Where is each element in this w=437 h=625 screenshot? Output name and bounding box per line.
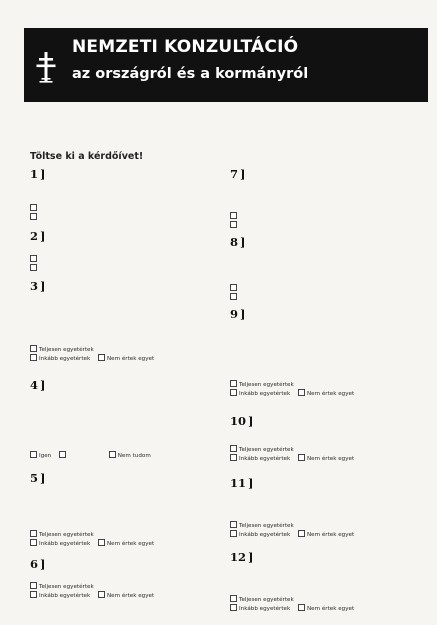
- checkbox-icon[interactable]: [109, 451, 116, 458]
- checkbox-icon[interactable]: [30, 213, 37, 220]
- question-3: 3 ] Teljesen egyetértek Inkább egyetértek Nem értek egyet: [30, 280, 220, 379]
- answer-option[interactable]: Inkább egyetértek: [230, 530, 290, 539]
- checkbox-icon[interactable]: [98, 591, 105, 598]
- answer-option[interactable]: Teljesen egyetértek: [30, 582, 220, 591]
- question-text: [30, 230, 220, 255]
- question-text: [230, 168, 420, 212]
- question-text: [230, 415, 420, 445]
- checkbox-icon[interactable]: [230, 221, 237, 228]
- double-cross-icon: [32, 50, 60, 84]
- checkbox-icon[interactable]: [30, 591, 37, 598]
- questions-left-column: [30, 168, 220, 614]
- question-text: [30, 280, 220, 345]
- question-text: [30, 379, 220, 451]
- checkbox-icon[interactable]: [30, 255, 37, 262]
- answer-option[interactable]: Inkább egyetértek: [30, 539, 90, 548]
- question-11: 11 ] Teljesen egyetértek Inkább egyetértek Nem értek egyet: [230, 477, 420, 551]
- checkbox-icon[interactable]: [59, 451, 66, 458]
- answer-option[interactable]: [230, 212, 420, 221]
- checkbox-icon[interactable]: [298, 604, 305, 611]
- answer-option[interactable]: [30, 213, 220, 222]
- checkbox-icon[interactable]: [98, 539, 105, 546]
- answer-option-row: [30, 354, 220, 363]
- question-12: 12 ] Teljesen egyetértek Inkább egyetértek Nem értek egyet: [230, 551, 420, 625]
- checkbox-icon[interactable]: [230, 389, 237, 396]
- question-8: 8 ]: [230, 236, 420, 308]
- question-number: 1: [30, 168, 39, 181]
- question-number: 8: [230, 236, 239, 249]
- instruction-text: Töltse ki a kérdőívet!: [30, 151, 144, 162]
- checkbox-icon[interactable]: [30, 354, 37, 361]
- question-5: 5 ] Teljesen egyetértek Inkább egyetértek Nem értek egyet: [30, 472, 220, 558]
- answer-option[interactable]: Teljesen egyetértek: [230, 380, 420, 389]
- question-6: 6 ] Teljesen egyetértek Inkább egyetértek Nem értek egyet: [30, 558, 220, 614]
- answer-option-row: [230, 604, 420, 613]
- checkbox-icon[interactable]: [230, 454, 237, 461]
- checkbox-icon[interactable]: [230, 521, 237, 528]
- question-number: 10: [230, 415, 247, 428]
- checkbox-icon[interactable]: [230, 595, 237, 602]
- answer-option[interactable]: Inkább egyetértek: [30, 354, 90, 363]
- question-9: 9 ] Teljesen egyetértek Inkább egyetértek Nem értek egyet: [230, 308, 420, 415]
- answer-option-row: [30, 539, 220, 548]
- answer-option[interactable]: [30, 204, 220, 213]
- checkbox-icon[interactable]: [230, 380, 237, 387]
- question-number: 9: [230, 308, 239, 321]
- answer-option[interactable]: Inkább egyetértek: [30, 591, 90, 600]
- question-10: 10 ] Teljesen egyetértek Inkább egyetértek Nem értek egyet: [230, 415, 420, 477]
- answer-option[interactable]: Nem értek egyet: [298, 604, 354, 613]
- answer-option[interactable]: Inkább egyetértek: [230, 389, 290, 398]
- answer-option[interactable]: Inkább egyetértek: [230, 604, 290, 613]
- question-text: [30, 472, 220, 530]
- answer-option[interactable]: Nem értek egyet: [98, 354, 154, 363]
- question-text: [230, 551, 420, 595]
- question-7: 7 ]: [230, 168, 420, 236]
- question-text: [30, 168, 220, 204]
- question-number: 6: [30, 558, 39, 571]
- checkbox-icon[interactable]: [298, 389, 305, 396]
- answer-option[interactable]: Teljesen egyetértek: [30, 345, 220, 354]
- question-number: 2: [30, 230, 39, 243]
- answer-option-row: [230, 454, 420, 463]
- answer-option-row: [30, 451, 220, 460]
- question-number: 7: [230, 168, 239, 181]
- checkbox-icon[interactable]: [30, 451, 37, 458]
- checkbox-icon[interactable]: [230, 212, 237, 219]
- answer-option[interactable]: Nem értek egyet: [98, 539, 154, 548]
- answer-option-row: [30, 591, 220, 600]
- checkbox-icon[interactable]: [30, 530, 37, 537]
- answer-option[interactable]: Teljesen egyetértek: [230, 445, 420, 454]
- answer-option[interactable]: Teljesen egyetértek: [30, 530, 220, 539]
- checkbox-icon[interactable]: [98, 354, 105, 361]
- checkbox-icon[interactable]: [230, 530, 237, 537]
- answer-option-row: [230, 389, 420, 398]
- checkbox-icon[interactable]: [230, 445, 237, 452]
- answer-option[interactable]: [230, 221, 420, 230]
- answer-option[interactable]: Nem értek egyet: [298, 454, 354, 463]
- question-text: [230, 477, 420, 521]
- question-text: [30, 558, 220, 582]
- question-number: 11: [230, 477, 247, 490]
- answer-option[interactable]: [230, 293, 420, 302]
- checkbox-icon[interactable]: [30, 264, 37, 271]
- question-number: 4: [30, 379, 39, 392]
- question-2: 2 ]: [30, 230, 220, 280]
- answer-option-row: [230, 530, 420, 539]
- answer-option[interactable]: Igen: [30, 451, 51, 460]
- answer-option[interactable]: [59, 451, 101, 460]
- answer-option[interactable]: Nem értek egyet: [298, 389, 354, 398]
- header-banner: [24, 28, 428, 102]
- answer-option[interactable]: [30, 255, 220, 264]
- question-text: [230, 308, 420, 380]
- question-number: 5: [30, 472, 39, 485]
- checkbox-icon[interactable]: [230, 284, 237, 291]
- checkbox-icon[interactable]: [298, 454, 305, 461]
- checkbox-icon[interactable]: [30, 204, 37, 211]
- question-number: 12: [230, 551, 247, 564]
- header-subtitle: az országról és a kormányról: [72, 66, 309, 82]
- checkbox-icon[interactable]: [230, 604, 237, 611]
- checkbox-icon[interactable]: [30, 582, 37, 589]
- answer-option[interactable]: Nem értek egyet: [98, 591, 154, 600]
- answer-option[interactable]: Inkább egyetértek: [230, 454, 290, 463]
- answer-option[interactable]: Nem értek egyet: [298, 530, 354, 539]
- question-text: [230, 236, 420, 284]
- checkbox-icon[interactable]: [230, 293, 237, 300]
- header-title: NEMZETI KONZULTÁCIÓ: [72, 37, 299, 57]
- checkbox-icon[interactable]: [30, 345, 37, 352]
- answer-option[interactable]: Teljesen egyetértek: [230, 521, 420, 530]
- checkbox-icon[interactable]: [30, 539, 37, 546]
- question-1: 1 ]: [30, 168, 220, 230]
- answer-option[interactable]: [230, 284, 420, 293]
- questions-right-column: [230, 168, 420, 625]
- question-number: 3: [30, 280, 39, 293]
- question-4: 4 ] Igen Nem tudom: [30, 379, 220, 472]
- answer-option[interactable]: Teljesen egyetértek: [230, 595, 420, 604]
- answer-option[interactable]: Nem tudom: [109, 451, 151, 460]
- checkbox-icon[interactable]: [298, 530, 305, 537]
- answer-option[interactable]: [30, 264, 220, 273]
